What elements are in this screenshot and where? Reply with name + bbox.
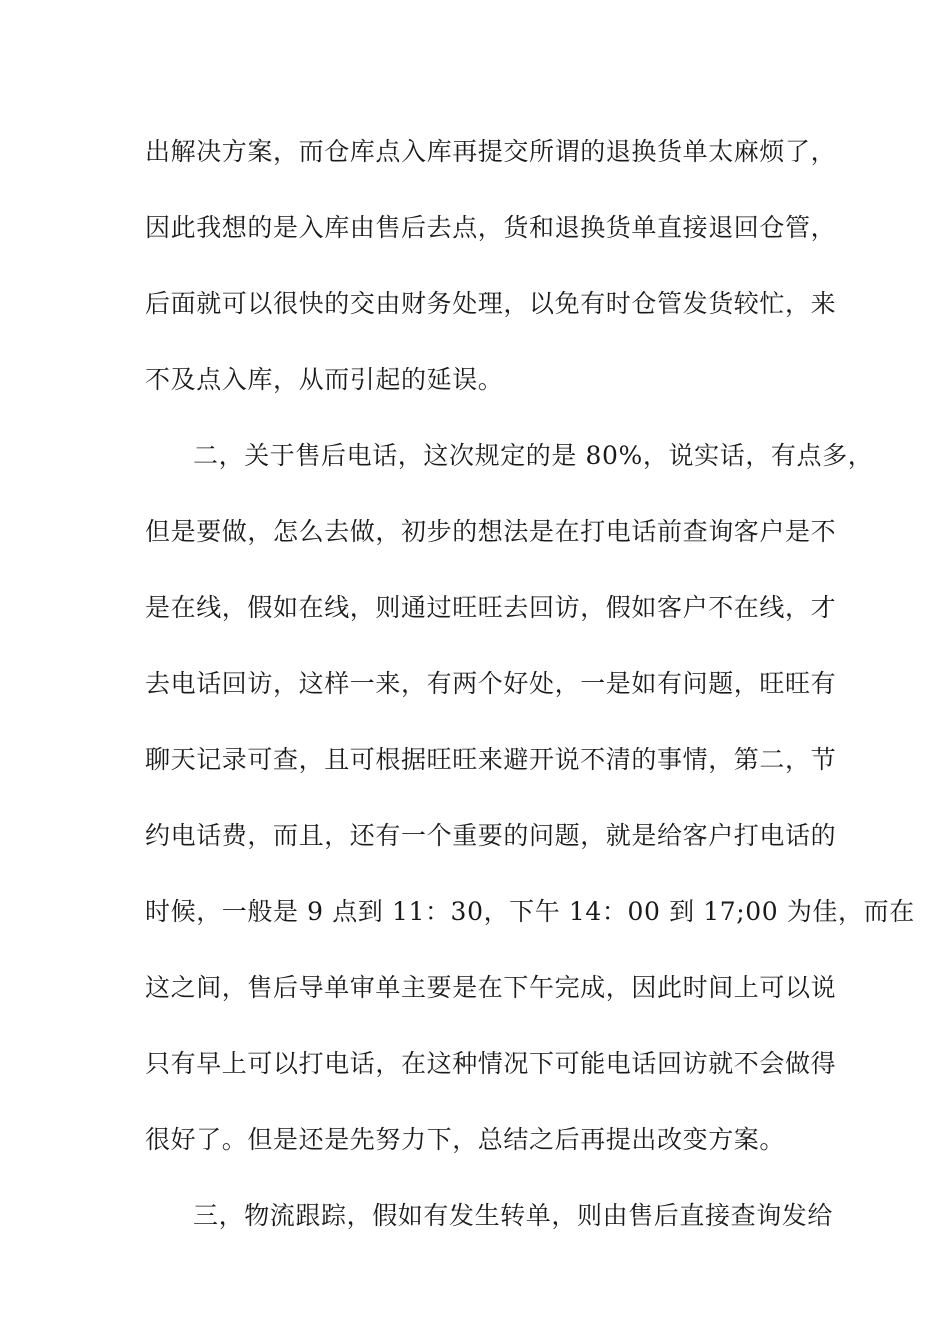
text-line: 但是要做，怎么去做，初步的想法是在打电话前查询客户是不	[145, 517, 837, 546]
text-line: 约电话费，而且，还有一个重要的问题，就是给客户打电话的	[145, 821, 837, 850]
text-line: 时候，一般是 9 点到 11：30，下午 14：00 到 17;00 为佳，而在	[145, 897, 915, 926]
text-line: 因此我想的是入库由售后去点，货和退换货单直接退回仓管，	[145, 213, 837, 242]
text-line: 这之间，售后导单审单主要是在下午完成，因此时间上可以说	[145, 973, 837, 1002]
text-line: 去电话回访，这样一来，有两个好处，一是如有问题，旺旺有	[145, 669, 837, 698]
text-line: 不及点入库，从而引起的延误。	[145, 365, 504, 394]
text-line: 出解决方案，而仓库点入库再提交所谓的退换货单太麻烦了，	[145, 137, 837, 166]
paragraph-start-line: 二，关于售后电话，这次规定的是 80%，说实话，有点多，	[193, 441, 874, 470]
text-line: 只有早上可以打电话，在这种情况下可能电话回访就不会做得	[145, 1049, 837, 1078]
text-line: 聊天记录可查，且可根据旺旺来避开说不清的事情，第二，节	[145, 745, 837, 774]
text-line: 很好了。但是还是先努力下，总结之后再提出改变方案。	[145, 1125, 786, 1154]
text-line: 后面就可以很快的交由财务处理，以免有时仓管发货较忙，来	[145, 289, 837, 318]
text-line: 是在线，假如在线，则通过旺旺去回访，假如客户不在线，才	[145, 593, 837, 622]
paragraph-start-line: 三，物流跟踪，假如有发生转单，则由售后直接查询发给	[193, 1201, 834, 1230]
